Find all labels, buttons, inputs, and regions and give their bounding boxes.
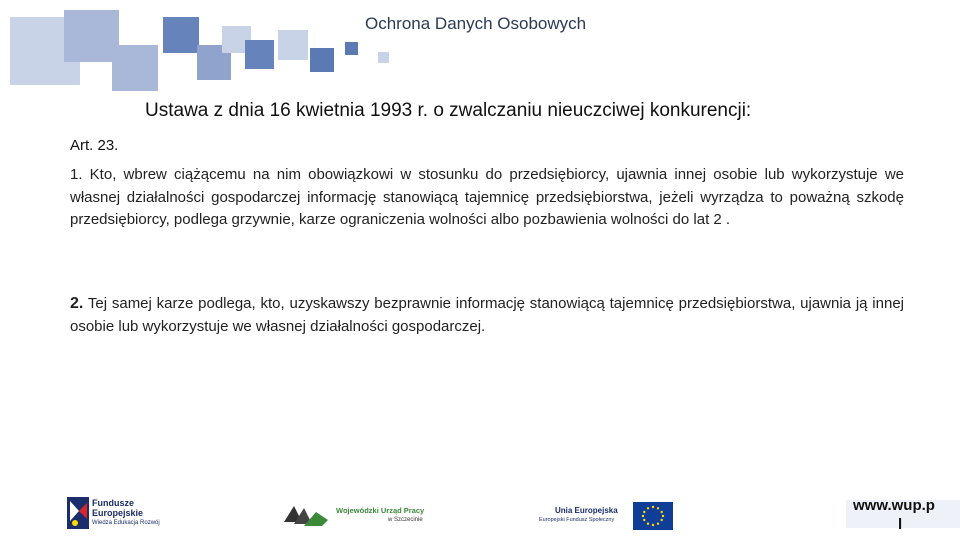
decor-square <box>345 42 358 55</box>
decor-square <box>163 17 199 53</box>
article-number: Art. 23. <box>70 137 119 154</box>
paragraph-2-text: Tej samej karze podlega, kto, uzyskawszy bezprawnie informację stanowiącą tajemnicę przedsiębiorstwa, ujawnia ją innej osobie lub wykorzystuje we własnej działalności gospodarczej. <box>70 295 904 335</box>
wup-logo-title: Wojewódzki Urząd Pracy <box>336 506 425 515</box>
wup-logo-subtitle: w Szczecinie <box>388 517 423 523</box>
fe-line2: Europejskie <box>92 508 144 518</box>
wup-logo-icon <box>282 500 332 528</box>
fe-line1: Fundusze <box>92 498 134 508</box>
paragraph-2 <box>70 293 904 338</box>
decor-square <box>310 48 334 72</box>
eu-flag-icon <box>633 502 673 530</box>
decor-square <box>245 40 274 69</box>
fe-logo-icon <box>67 497 89 529</box>
fundusze-europejskie-logo <box>67 495 177 535</box>
wup-logo <box>282 498 442 530</box>
law-title: Ustawa z dnia 16 kwietnia 1993 r. o zwalczaniu nieuczciwej konkurencji: <box>145 100 752 121</box>
fe-line3: Wiedza Edukacja Rozwój <box>92 520 160 526</box>
fe-logo-text <box>92 498 160 528</box>
ue-logo-title: Unia Europejska <box>555 506 618 515</box>
decor-square <box>278 30 308 60</box>
website-url-continued[interactable]: l <box>898 516 903 533</box>
decor-square <box>112 45 158 91</box>
paragraph-1: 1. Kto, wbrew ciążącemu na nim obowiązkowi w stosunku do przedsiębiorcy, ujawnia innej osobie lub wykorzystuje we własnej działalności gospodarczej informację stanowiącą tajemnicę przedsiębiorstwa, jeżeli wyrządza to poważną szkodę przedsiębiorcy, podlega grzywnie, karze ograniczenia wolności albo pozbawienia wolności do lat 2 . <box>70 166 904 228</box>
header-title: Ochrona Danych Osobowych <box>365 14 587 33</box>
decor-square <box>378 52 389 63</box>
website-url[interactable]: www.wup.p <box>853 497 935 514</box>
paragraph-2-number: 2. <box>70 295 84 312</box>
decor-square <box>64 10 119 62</box>
ue-logo <box>537 500 677 532</box>
ue-logo-subtitle: Europejski Fundusz Społeczny <box>539 517 615 523</box>
